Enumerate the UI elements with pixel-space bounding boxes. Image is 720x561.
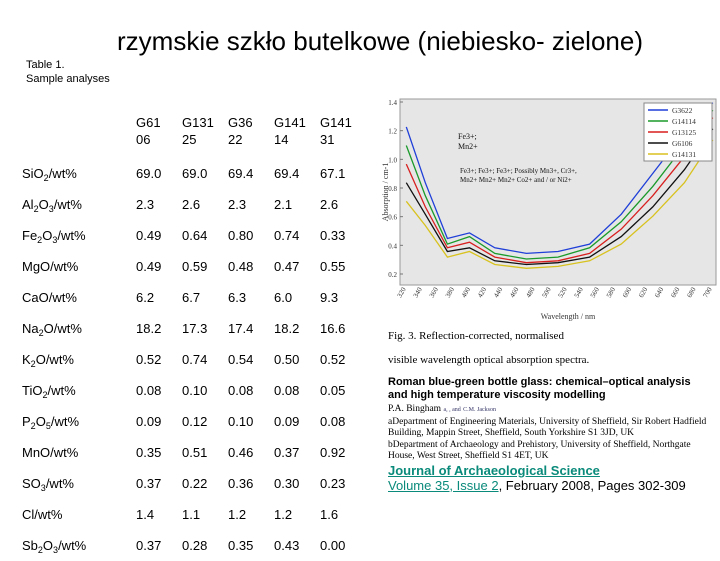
table-row [22,282,366,313]
table-row [22,344,366,375]
oxide-label [22,220,136,251]
oxide-label-sub1: 2 [37,545,43,555]
table-cell: 0.48 [228,259,254,274]
sample-analyses-table [22,104,366,561]
oxide-label-suffix: /wt% [48,290,77,305]
sample-header-line2: 31 [320,132,335,147]
table-row [22,499,366,530]
table-cell: 69.4 [274,166,300,181]
oxide-label [22,189,136,220]
oxide-label-suffix: /wt% [50,414,79,429]
table-cell: 6.7 [182,290,201,305]
x-tick-label: 540 [572,286,585,300]
table-caption [26,58,110,86]
table-row [22,189,366,220]
x-tick-label: 480 [524,286,537,300]
oxide-label [22,282,136,313]
oxide-label-base: Fe [22,228,38,243]
oxide-label [22,251,136,282]
table-cell: 0.43 [274,538,300,553]
table-cell: 0.35 [136,445,162,460]
annotation-mn: Mn2+ [458,142,478,151]
y-axis-label: Absorption / cm-1 [381,162,390,222]
table-cell: 69.0 [136,166,162,181]
table-cell: 0.35 [228,538,254,553]
oxide-label [22,406,136,437]
table-cell: 69.0 [182,166,208,181]
x-tick-label: 620 [637,286,650,300]
table-cell: 0.28 [182,538,208,553]
table-row [22,375,366,406]
table-cell: 0.23 [320,476,346,491]
table-cell: 0.00 [320,538,346,553]
oxide-label-base: SiO [22,166,44,181]
oxide-label-sub1: 2 [43,173,49,183]
affiliation-a: aDepartment of Engineering Materials, University of Sheffield, Sir Robert Hadfield Building, Mappin Street, Sheffield, South Yorkshire S1 3JD, UK [388,416,707,438]
table-cell: 0.12 [182,414,208,429]
oxide-label [22,158,136,189]
table-cell: 0.54 [228,352,254,367]
oxide-label-base: TiO [22,383,43,398]
table-cell: 0.10 [182,383,208,398]
table-cell: 0.22 [182,476,208,491]
table-cell: 18.2 [274,321,300,336]
x-tick-label: 640 [653,286,666,300]
table-row [22,313,366,344]
table-cell: 67.1 [320,166,346,181]
sample-header [136,104,182,158]
sample-header-line1: G141 [320,115,352,130]
table-cell: 6.0 [274,290,293,305]
oxide-label-mid: O [42,228,53,243]
oxide-label-mid: O [38,197,49,212]
oxide-label-base: Al [22,197,34,212]
table-header-row [22,104,366,158]
x-tick-label: 660 [669,286,682,300]
sample-header-line1: G131 [182,115,214,130]
affiliation-b: bDepartment of Archaeology and Prehistory, University of Sheffield, Northgate House, West Street, Sheffield S1 4ET, UK [388,439,691,461]
table-cell: 0.08 [228,383,254,398]
table-cell: 69.4 [228,166,254,181]
table-caption-line2: Sample analyses [26,73,110,85]
oxide-label-sub1: 3 [40,483,46,493]
table-cell: 0.37 [274,445,300,460]
oxide-label-base: MnO [22,445,51,460]
table-cell: 1.6 [320,507,339,522]
sample-header-line2: 25 [182,132,197,147]
x-tick-label: 420 [476,286,489,300]
table-cell: 0.08 [274,383,300,398]
oxide-label-mid: O [43,321,54,336]
oxide-label-base: Sb [22,538,38,553]
x-tick-label: 680 [685,286,698,300]
table-cell: 0.74 [274,228,300,243]
oxide-label-base: Na [22,321,39,336]
sample-header-line1: G61 [136,115,161,130]
table-cell: 0.46 [228,445,254,460]
oxide-label-suffix: /wt% [58,538,87,553]
oxide-label-sub1: 2 [37,235,43,245]
table-header-blank [22,104,136,158]
oxide-label-sub1: 2 [38,328,44,338]
legend-entry: G13125 [672,128,697,137]
x-tick-label: 600 [621,286,634,300]
table-cell: 2.3 [228,197,247,212]
volume-link[interactable]: Volume 35, Issue 2 [388,478,499,493]
table-cell: 0.74 [182,352,208,367]
figure-caption-line2: visible wavelength optical absorption spectra. [388,354,590,366]
table-cell: 6.3 [228,290,247,305]
sample-header-line1: G141 [274,115,306,130]
legend-entry: G14114 [672,117,696,126]
x-tick-label: 360 [427,286,440,300]
table-cell: 0.09 [274,414,300,429]
y-tick-label: 1.0 [388,156,397,165]
oxide-label-suffix: /wt% [48,166,77,181]
author-bingham[interactable]: P.A. Bingham [388,404,442,414]
y-tick-label: 0.4 [388,242,397,251]
x-tick-label: 500 [540,286,553,300]
table-cell: 0.50 [274,352,300,367]
table-cell: 0.33 [320,228,346,243]
oxide-label-suffix: /wt% [53,321,82,336]
oxide-label [22,313,136,344]
table-cell: 0.52 [136,352,162,367]
table-row [22,220,366,251]
oxide-label [22,499,136,530]
oxide-label-sub1: 2 [30,359,36,369]
table-cell: 1.4 [136,507,155,522]
table-cell: 18.2 [136,321,162,336]
journal-date-pages: , February 2008, Pages 302-309 [498,478,686,493]
table-cell: 0.49 [136,259,162,274]
oxide-label-sub2: 3 [48,204,54,214]
table-cell: 0.09 [136,414,162,429]
paper-authors [388,404,713,463]
x-tick-label: 440 [492,286,505,300]
table-row [22,437,366,468]
oxide-label-suffix: /wt% [57,228,86,243]
oxide-label-sub1: 2 [33,204,39,214]
table-cell: 17.3 [182,321,208,336]
journal-reference [388,463,708,493]
sample-header-line1: G36 [228,115,253,130]
oxide-label-mid: O [35,414,46,429]
oxide-label-mid: O [35,352,46,367]
x-tick-label: 460 [508,286,521,300]
sample-header [228,104,274,158]
table-cell: 2.1 [274,197,293,212]
table-cell: 2.3 [136,197,155,212]
table-cell: 17.4 [228,321,254,336]
table-row [22,158,366,189]
sample-header [274,104,320,158]
oxide-label-sub1: 2 [42,390,48,400]
x-tick-label: 700 [701,286,714,300]
oxide-label-suffix: /wt% [50,259,79,274]
journal-link[interactable]: Journal of Archaeological Science [388,463,600,478]
absorption-spectra-chart [374,93,720,321]
table-cell: 0.92 [320,445,346,460]
author-marks: a, , and [443,407,461,413]
table-row [22,251,366,282]
table-cell: 0.51 [182,445,208,460]
table-cell: 0.36 [228,476,254,491]
table-cell: 0.64 [182,228,208,243]
oxide-label-suffix: /wt% [34,507,63,522]
oxide-label-sub2: 5 [45,421,51,431]
oxide-label-base: P [22,414,31,429]
oxide-label [22,344,136,375]
oxide-label-sub2: 3 [53,545,59,555]
table-cell: 16.6 [320,321,346,336]
table-cell: 0.52 [320,352,346,367]
x-axis-label: Wavelength / nm [540,312,596,321]
annotation-row2: Fe3+; Fe3+; Fe3+; Possibly Mn3+, Cr3+, [460,167,577,175]
table-cell: 2.6 [320,197,339,212]
table-row [22,530,366,561]
oxide-label [22,375,136,406]
author-jackson[interactable]: C.M. Jackson [463,407,496,413]
oxide-label [22,437,136,468]
table-cell: 0.10 [228,414,254,429]
table-cell: 0.80 [228,228,254,243]
oxide-label [22,468,136,499]
table-cell: 0.30 [274,476,300,491]
sample-header-line2: 06 [136,132,151,147]
table-cell: 0.59 [182,259,208,274]
x-tick-label: 560 [588,286,601,300]
table-cell: 6.2 [136,290,155,305]
x-tick-label: 520 [556,286,569,300]
x-tick-label: 580 [604,286,618,300]
sample-header-line2: 22 [228,132,243,147]
table-cell: 1.2 [274,507,293,522]
paper-title: Roman blue-green bottle glass: chemical–optical analysis and high temperature viscosity modelling [388,376,691,401]
oxide-label-suffix: /wt% [45,476,74,491]
oxide-label-base: CaO [22,290,49,305]
oxide-label [22,530,136,561]
oxide-label-sub2: 3 [52,235,58,245]
table-cell: 0.49 [136,228,162,243]
table-cell: 2.6 [182,197,201,212]
legend-entry: G14131 [672,150,697,159]
oxide-label-base: K [22,352,31,367]
absorption-spectra-figure [374,93,720,321]
table-cell: 0.55 [320,259,346,274]
y-tick-label: 0.6 [388,213,397,222]
table-row [22,468,366,499]
y-tick-label: 0.8 [388,185,397,193]
table-cell: 0.47 [274,259,300,274]
oxide-label-base: MgO [22,259,51,274]
oxide-label-suffix: /wt% [47,383,76,398]
legend-entry: G6106 [672,139,693,148]
figure-caption-line1: Fig. 3. Reflection-corrected, normalised [388,330,564,342]
sample-header [320,104,366,158]
figure-caption [388,324,708,372]
annotation-row2b: Mn2+ Mn2+ Mn2+ Co2+ and / or Ni2+ [460,176,572,184]
table-cell: 9.3 [320,290,339,305]
oxide-label-suffix: /wt% [45,352,74,367]
oxide-label-mid: O [42,538,54,553]
table-cell: 0.37 [136,538,162,553]
table-cell: 0.37 [136,476,162,491]
x-tick-label: 380 [443,286,457,300]
oxide-label-suffix: /wt% [50,445,79,460]
table-row [22,406,366,437]
y-tick-label: 1.2 [388,127,397,136]
table-cell: 0.05 [320,383,346,398]
oxide-label-base: SO [22,476,41,491]
x-tick-label: 400 [459,286,473,300]
x-tick-label: 340 [411,286,424,300]
oxide-label-base: Cl [22,507,35,522]
y-tick-label: 1.4 [388,99,397,107]
table-cell: 0.08 [136,383,162,398]
slide-title: rzymskie szkło butelkowe (niebiesko- zielone) [117,26,643,56]
legend-entry: G3622 [672,106,693,115]
table-cell: 1.1 [182,507,201,522]
oxide-label-sub1: 2 [30,421,36,431]
table-cell: 0.08 [320,414,346,429]
oxide-label-suffix: /wt% [53,197,82,212]
sample-header-line2: 14 [274,132,289,147]
annotation-fe-mn: Fe3+; [458,132,477,141]
y-tick-label: 0.2 [388,271,397,279]
table-cell: 1.2 [228,507,247,522]
x-tick-label: 320 [395,286,408,300]
sample-header [182,104,228,158]
table-caption-line1: Table 1. [26,59,65,71]
